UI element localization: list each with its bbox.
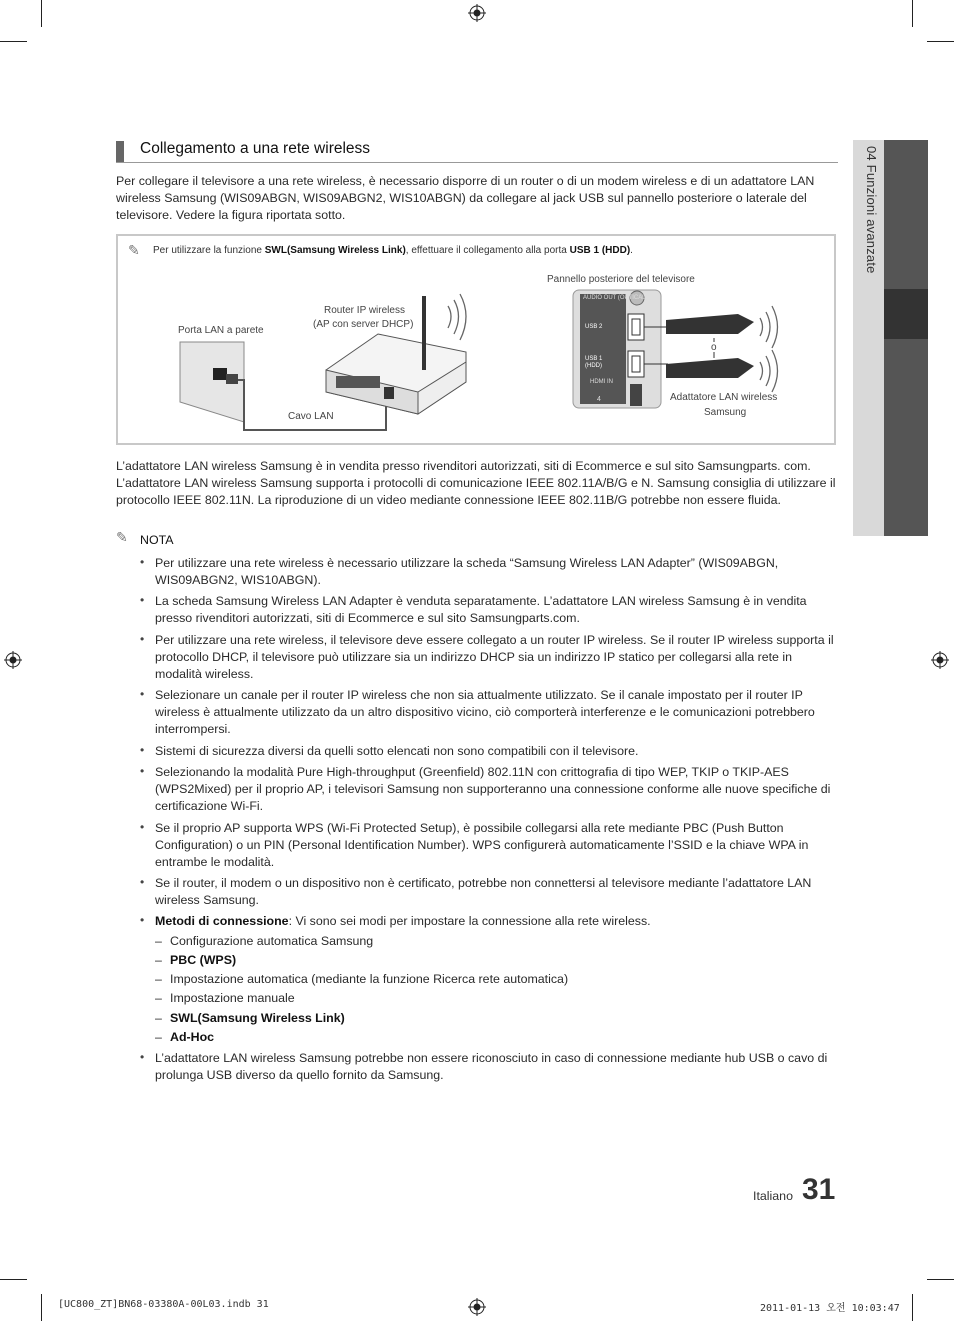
crop-mark <box>0 41 27 42</box>
panel-label: Pannello posteriore del televisore <box>547 274 695 285</box>
intro-paragraph: Per collegare il televisore a una rete wireless, è necessario disporre di un router o di un modem wireless e di un adattatore LAN wireless Samsung (WIS09ABGN, WIS09ABGN2, WIS10ABGN) da collegare al jack USB sul pannello posteriore o laterale del televisore. Vedere la figura riportata sotto. <box>116 174 815 222</box>
cable-label: Cavo LAN <box>288 411 334 422</box>
pencil-icon: ✎ <box>116 529 128 545</box>
wireless-adapter-icon <box>666 314 754 334</box>
registration-mark-icon <box>931 651 949 669</box>
crop-mark <box>41 0 42 27</box>
page-language: Italiano <box>753 1189 793 1203</box>
registration-mark-icon <box>468 4 486 22</box>
or-label: o <box>711 342 717 353</box>
adapter-paragraph: L’adattatore LAN wireless Samsung è in vendita presso rivenditori autorizzati, siti di Ecommerce e sul sito Samsungparts. com. L’adattatore LAN wireless Samsung supporta i protocolli di comunicazione IEEE 802.11A/B/G e N. Samsung consiglia di utilizzare il protocollo IEEE 802.11N. La riproduzione di un video mediante connessione IEEE 802.11B/G potrebbe non essere fluida. <box>116 459 836 507</box>
heading-marker <box>116 141 124 162</box>
footer-date: 2011-01-13 오전 10:03:47 <box>760 1303 900 1314</box>
heading-rule <box>116 162 838 163</box>
note-heading: NOTA <box>140 533 174 547</box>
dash-marker: – <box>155 934 162 948</box>
footer-file: [UC800_ZT]BN68-03380A-00L03.indb 31 <box>58 1299 269 1310</box>
adapter-label: Adattatore LAN wireless <box>670 392 778 403</box>
note-item: Selezionare un canale per il router IP wireless che non sia attualmente utilizzato. Se il canale impostato per il router IP wireless è attualmente utilizzato da un altro dispositivo vicino, ciò comporterà interferenze e le comunicazioni potrebbero interrompersi. <box>155 688 815 736</box>
bullet-icon: • <box>140 687 145 701</box>
wall-port-icon <box>213 368 227 380</box>
bullet-icon: • <box>140 913 145 927</box>
method-item: Configurazione automatica Samsung <box>170 934 374 948</box>
bullet-icon: • <box>140 820 145 834</box>
bullet-icon: • <box>140 764 145 778</box>
usb2-port <box>628 314 644 340</box>
note-item: Per utilizzare una rete wireless, il televisore deve essere collegato a un router IP wireless. Se il router IP wireless supporta il protocollo DHCP, il televisore può utilizzare sia un indirizzo DHCP sia un indirizzo IP statico per collegarsi alla rete in modalità wireless. <box>155 633 834 681</box>
dash-marker: – <box>155 953 162 967</box>
method-item: PBC (WPS) <box>170 953 237 967</box>
dash-marker: – <box>155 972 162 986</box>
bullet-icon: • <box>140 593 145 607</box>
chapter-label: 04 Funzioni avanzate <box>864 146 879 274</box>
method-item: SWL(Samsung Wireless Link) <box>170 1011 345 1025</box>
bullet-icon: • <box>140 632 145 646</box>
note-item: La scheda Samsung Wireless LAN Adapter è venduta separatamente. L’adattatore LAN wireless Samsung è in vendita presso rivenditori autorizzati, siti di Ecommerce e sul sito Samsungparts.com. <box>155 594 807 625</box>
adapter-label: Samsung <box>704 407 747 418</box>
dash-marker: – <box>155 1011 162 1025</box>
panel-port-label: AUDIO OUT (OPTICAL) <box>583 295 648 301</box>
crop-mark <box>912 0 913 27</box>
panel-port-label: USB 2 <box>585 324 603 330</box>
crop-mark <box>912 1294 913 1321</box>
router-label: (AP con server DHCP) <box>313 319 414 330</box>
panel-port-label: HDMI IN <box>590 379 613 385</box>
bullet-icon: • <box>140 743 145 757</box>
page-number: 31 <box>802 1173 836 1206</box>
registration-mark-icon <box>4 651 22 669</box>
bullet-icon: • <box>140 875 145 889</box>
lan-plug-icon <box>226 374 238 384</box>
crop-mark <box>927 41 954 42</box>
panel-port-label: (HDD) <box>585 363 602 369</box>
panel-port-label: USB 1 <box>585 356 603 362</box>
panel-port-label: 4 <box>597 396 601 403</box>
note-item: L’adattatore LAN wireless Samsung potrebbe non essere riconosciuto in caso di connessione mediante hub USB o cavo di prolunga USB diverso da quello fornito da Samsung. <box>155 1051 828 1082</box>
note-item: Se il proprio AP supporta WPS (Wi-Fi Protected Setup), è possibile collegarsi alla rete mediante PBC (Push Button Configuration) o un PIN (Personal Identification Number). WPS configurerà automaticamente l’SSID e la chiave WPA in entrambe le modalità. <box>155 821 809 869</box>
wall-label: Porta LAN a parete <box>178 325 264 336</box>
router-label: Router IP wireless <box>324 305 405 316</box>
crop-mark <box>0 1279 27 1280</box>
section-title: Collegamento a una rete wireless <box>140 140 371 157</box>
wireless-adapter-icon <box>666 358 754 378</box>
dash-marker: – <box>155 991 162 1005</box>
crop-mark <box>41 1294 42 1321</box>
note-item: Se il router, il modem o un dispositivo non è certificato, potrebbe non connettersi al televisore mediante l’adattatore LAN wireless Samsung. <box>155 876 812 907</box>
note-item: Selezionando la modalità Pure High-throughput (Greenfield) 802.11N con crittografia di tipo WEP, TKIP o TKIP-AES (WPS2Mixed) per il proprio AP, i televisori Samsung non supporteranno una connessione conforme alle nuove specifiche di certificazione Wi-Fi. <box>155 765 831 813</box>
bullet-icon: • <box>140 555 145 569</box>
figure-note: Per utilizzare la funzione SWL(Samsung Wireless Link), effettuare il collegamento alla porta USB 1 (HDD). <box>153 245 633 256</box>
registration-mark-icon <box>468 1298 486 1316</box>
method-item: Ad-Hoc <box>170 1030 215 1044</box>
note-item: Sistemi di sicurezza diversi da quelli sotto elencati non sono compatibili con il televisore. <box>155 744 639 758</box>
method-item: Impostazione automatica (mediante la funzione Ricerca rete automatica) <box>170 972 569 986</box>
pencil-icon: ✎ <box>128 242 140 258</box>
method-item: Impostazione manuale <box>170 991 295 1005</box>
crop-mark <box>927 1279 954 1280</box>
usb1-port <box>628 351 644 377</box>
note-item-methods: Metodi di connessione: Vi sono sei modi per impostare la connessione alla rete wireless. <box>155 914 651 928</box>
note-item: Per utilizzare una rete wireless è necessario utilizzare la scheda “Samsung Wireless LAN Adapter” (WIS09ABGN, WIS09ABGN2, WIS10ABGN). <box>155 556 779 587</box>
bullet-icon: • <box>140 1050 145 1064</box>
dash-marker: – <box>155 1030 162 1044</box>
